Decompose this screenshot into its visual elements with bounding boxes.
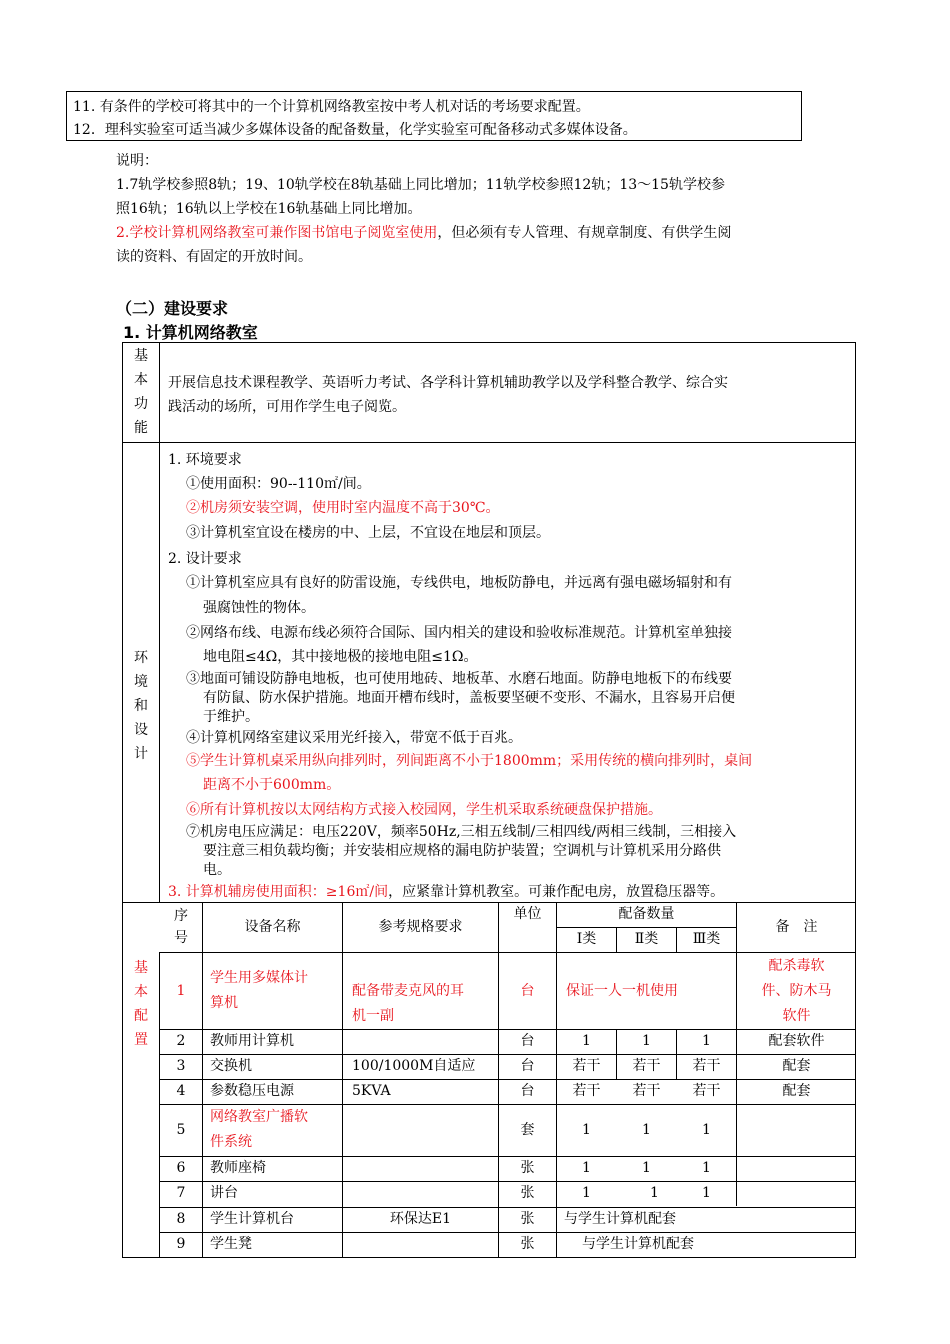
note-2-line1: [116, 222, 731, 242]
design-item-4: ④计算机网络室建议采用光纤接入，带宽不低于百兆。: [186, 730, 522, 746]
row8-seq: 8: [176, 1211, 186, 1227]
row8-name: 学生计算机台: [210, 1211, 294, 1227]
col-divider: [342, 902, 343, 1258]
notes-title: 说明：: [116, 153, 158, 169]
header-unit: 单位: [513, 906, 542, 922]
note-2-rest: ，但必须有专人管理、有规章制度、有供学生阅: [437, 225, 732, 241]
row2-seq: 2: [176, 1033, 186, 1049]
row4-class-3: 若干: [692, 1083, 721, 1099]
note-2-line2: 读的资料、有固定的开放时间。: [116, 249, 312, 265]
col-divider: [159, 342, 160, 902]
aux-room-area: 3. 计算机辅房使用面积：≥16㎡/间: [168, 884, 389, 900]
row6-unit: 张: [520, 1160, 535, 1176]
header-class-1: Ⅰ类: [576, 931, 597, 947]
env-item-2: ②机房须安装空调，使用时室内温度不高于30℃。: [186, 500, 500, 516]
item-12: 12．理科实验室可适当减少多媒体设备的配备数量，化学实验室可配备移动式多媒体设备。: [73, 122, 637, 138]
header-name: 设备名称: [244, 919, 301, 935]
row7-seq: 7: [176, 1185, 186, 1201]
note-1-line1: 1.7轨学校参照8轨；19、10轨学校在8轨基础上同比增加；11轨学校参照12轨；13～15轨学校参: [116, 177, 725, 193]
header-seq: 序 号: [174, 908, 188, 946]
row2-class-1: 1: [582, 1033, 591, 1049]
row4-name: 参数稳压电源: [210, 1083, 294, 1099]
row4-class-2: 若干: [632, 1083, 661, 1099]
basic-function-label: 基 本 功 能: [134, 348, 148, 436]
design-item-7b: 要注意三相负载均衡；并安装相应规格的漏电防护装置；空调机与计算机采用分路供: [203, 843, 721, 859]
section-subtitle: 1. 计算机网络教室: [123, 323, 258, 342]
row1-name: 学生用多媒体计 算机: [210, 970, 308, 1011]
design-item-5a: ⑤学生计算机桌采用纵向排列时，列间距离不小于1800mm；采用传统的横向排列时，桌间: [186, 753, 753, 769]
requirements-box: [66, 91, 802, 141]
row7-name: 讲台: [210, 1185, 238, 1201]
design-item-2a: ②网络布线、电源布线必须符合国际、国内相关的建设和验收标准规范。计算机室单独接: [186, 625, 732, 641]
env-title: 1. 环境要求: [168, 452, 242, 468]
env-design-label: 环 境 和 设 计: [134, 650, 148, 762]
row3-seq: 3: [176, 1058, 186, 1074]
row6-class-3: 1: [702, 1160, 711, 1176]
row5-unit: 套: [520, 1122, 535, 1138]
design-item-7a: ⑦机房电压应满足：电压220V，频率50Hz,三相五线制/三相四线/两相三线制，三相接入: [186, 824, 737, 840]
row4-seq: 4: [176, 1083, 186, 1099]
header-class-3: Ⅲ类: [692, 931, 721, 947]
design-item-6: ⑥所有计算机按以太网结构方式接入校园网，学生机采取系统硬盘保护措施。: [186, 802, 662, 818]
row3-remark: 配套: [782, 1058, 811, 1074]
row-divider: [122, 902, 856, 903]
row3-class-3: 若干: [692, 1058, 721, 1074]
row3-class-1: 若干: [572, 1058, 601, 1074]
row5-class-3: 1: [702, 1122, 711, 1138]
design-item-5b: 距离不小于600mm。: [203, 777, 341, 793]
design-title: 2. 设计要求: [168, 551, 242, 567]
row2-class-3: 1: [702, 1033, 711, 1049]
row8-unit: 张: [520, 1211, 535, 1227]
design-item-3c: 于维护。: [203, 709, 259, 725]
row1-qty: 保证一人一机使用: [566, 983, 678, 999]
design-item-1b: 强腐蚀性的物体。: [203, 600, 315, 616]
row3-spec: 100/1000M自适应: [352, 1058, 476, 1074]
header-spec: 参考规格要求: [378, 919, 463, 935]
row6-class-1: 1: [582, 1160, 591, 1176]
row2-remark: 配套软件: [768, 1033, 825, 1049]
basic-function-line1: 开展信息技术课程教学、英语听力考试、各学科计算机辅助教学以及学科整合教学、综合实: [168, 375, 728, 391]
col-divider: [202, 902, 203, 1258]
row2-name: 教师用计算机: [210, 1033, 294, 1049]
row5-name: 网络教室广播软 件系统: [210, 1109, 308, 1150]
row2-class-2: 1: [642, 1033, 651, 1049]
row-divider: [122, 442, 856, 443]
row2-unit: 台: [520, 1033, 535, 1049]
row1-spec: 配备带麦克风的耳 机一副: [352, 983, 464, 1024]
basic-config-label: 基 本 配 置: [134, 960, 148, 1048]
row-divider: [160, 952, 856, 953]
env-item-1: ①使用面积：90--110㎡/间。: [186, 476, 371, 492]
row3-name: 交换机: [210, 1058, 252, 1074]
row9-seq: 9: [176, 1236, 186, 1252]
row9-unit: 张: [520, 1236, 535, 1252]
note-2-highlight: 2.学校计算机网络教室可兼作图书馆电子阅览室使用: [116, 225, 438, 241]
row9-name: 学生凳: [210, 1236, 252, 1252]
row6-class-2: 1: [642, 1160, 651, 1176]
row5-class-2: 1: [642, 1122, 651, 1138]
row9-qty: 与学生计算机配套: [582, 1236, 694, 1252]
row7-class-3: 1: [702, 1185, 711, 1201]
env-item-3: ③计算机室宜设在楼房的中、上层，不宜设在地层和顶层。: [186, 525, 550, 541]
row8-qty: 与学生计算机配套: [564, 1211, 676, 1227]
row3-unit: 台: [520, 1058, 535, 1074]
item-11: 11. 有条件的学校可将其中的一个计算机网络教室按中考人机对话的考场要求配置。: [73, 99, 590, 115]
row5-class-1: 1: [582, 1122, 591, 1138]
design-item-2b: 地电阻≤4Ω，其中接地极的接地电阻≤1Ω。: [203, 649, 478, 665]
row4-remark: 配套: [782, 1083, 811, 1099]
row4-spec: 5KVA: [352, 1083, 391, 1099]
row1-unit: 台: [520, 983, 535, 999]
row1-seq: 1: [176, 983, 186, 999]
row7-unit: 张: [520, 1185, 535, 1201]
design-item-1a: ①计算机室应具有良好的防雷设施，专线供电，地板防静电，并远离有强电磁场辐射和有: [186, 575, 732, 591]
row6-name: 教师座椅: [210, 1160, 266, 1176]
design-item-7c: 电。: [203, 862, 231, 878]
header-qty: 配备数量: [618, 906, 675, 922]
row7-class-1: 1: [582, 1185, 591, 1201]
row7-class-2: 1: [650, 1185, 659, 1201]
row3-class-2: 若干: [632, 1058, 661, 1074]
row4-unit: 台: [520, 1083, 535, 1099]
design-item-3b: 有防鼠、防水保护措施。地面开槽布线时，盖板要坚硬不变形、不漏水，且容易开启便: [203, 690, 735, 706]
row4-class-1: 若干: [572, 1083, 601, 1099]
row8-spec: 环保达E1: [389, 1211, 452, 1227]
aux-room-line: [168, 881, 724, 901]
row1-remark: 配杀毒软 件、防木马 软件: [761, 958, 832, 1024]
header-remark: 备 注: [775, 919, 818, 935]
design-item-3a: ③地面可铺设防静电地板，也可使用地砖、地板革、水磨石地面。防静电地板下的布线要: [186, 671, 732, 687]
basic-function-line2: 践活动的场所，可用作学生电子阅览。: [168, 399, 406, 415]
section-title: （二）建设要求: [116, 299, 229, 318]
row6-seq: 6: [176, 1160, 186, 1176]
aux-room-rest: ，应紧靠计算机教室。可兼作配电房，放置稳压器等。: [388, 884, 725, 900]
header-class-2: Ⅱ类: [634, 931, 659, 947]
row5-seq: 5: [176, 1122, 186, 1138]
note-1-line2: 照16轨；16轨以上学校在16轨基础上同比增加。: [116, 201, 422, 217]
